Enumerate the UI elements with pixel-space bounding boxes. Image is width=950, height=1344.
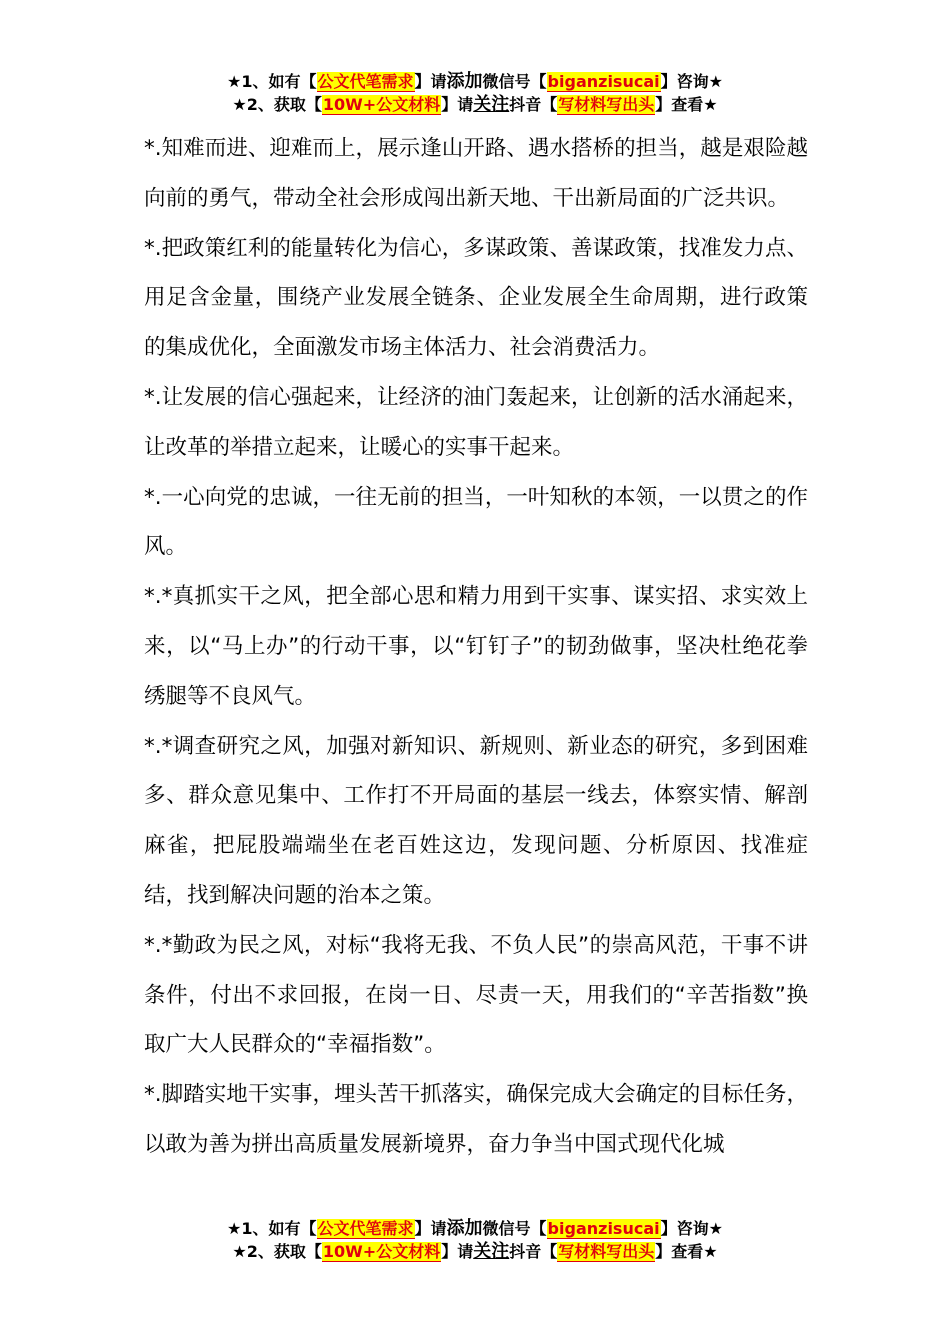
paragraph: *.脚踏实地干实事，埋头苦干抓落实，确保完成大会确定的目标任务，以敢为善为拼出高质量发展新境界，奋力争当中国式现代化城 — [144, 1082, 808, 1157]
paragraph: *.把政策红利的能量转化为信心，多谋政策、善谋政策，找准发力点、用足含金量，围绕产业发展全链条、企业发展全生命周期，进行政策的集成优化，全面激发市场主体活力、社会消费活力。 — [144, 235, 808, 361]
banner-line-2 — [0, 1240, 950, 1263]
footer-banner — [0, 1217, 950, 1263]
banner-text: 抖音【 — [509, 95, 558, 114]
highlight-douyin-account: 写材料写出头 — [558, 1242, 655, 1261]
star-icon: ★ — [708, 1219, 723, 1238]
banner-text: 】咨询 — [660, 72, 709, 91]
star-icon: ★ — [232, 1242, 247, 1261]
banner-line-1 — [0, 70, 950, 93]
highlight-materials: 10W+公文材料 — [322, 95, 441, 114]
banner-text: 】请 — [414, 72, 447, 91]
star-icon: ★ — [703, 1242, 718, 1261]
banner-text: 1、如有【 — [241, 1219, 317, 1238]
banner-text: 2、获取【 — [246, 95, 322, 114]
banner-text: 2、获取【 — [246, 1242, 322, 1261]
banner-emphasis: 关注 — [473, 1241, 510, 1262]
star-icon: ★ — [708, 72, 723, 91]
document-body — [144, 124, 808, 1170]
banner-emphasis: 关注 — [473, 94, 510, 115]
highlight-douyin-account: 写材料写出头 — [558, 95, 655, 114]
highlight-wechat-id: biganzisucai — [547, 1219, 660, 1238]
highlight-materials: 10W+公文材料 — [322, 1242, 441, 1261]
banner-emphasis: 添加 — [446, 71, 483, 92]
banner-text: 】请 — [414, 1219, 447, 1238]
banner-text: 】查看 — [655, 95, 704, 114]
banner-text: 】请 — [441, 95, 474, 114]
paragraph: *.*真抓实干之风，把全部心思和精力用到干实事、谋实招、求实效上来，以“马上办”的行动干事，以“钉钉子”的韧劲做事，坚决杜绝花拳绣腿等不良风气。 — [144, 584, 808, 709]
paragraph: *.让发展的信心强起来，让经济的油门轰起来，让创新的活水涌起来，让改革的举措立起来，让暖心的实事干起来。 — [144, 384, 808, 460]
banner-text: 】请 — [441, 1242, 474, 1261]
banner-text: 微信号【 — [482, 1219, 547, 1238]
banner-text: 1、如有【 — [241, 72, 317, 91]
paragraph: *.*勤政为民之风，对标“我将无我、不负人民”的崇高风范，干事不讲条件，付出不求回报，在岗一日、尽责一天，用我们的“辛苦指数”换取广大人民群众的“幸福指数”。 — [144, 932, 808, 1058]
banner-text: 】查看 — [655, 1242, 704, 1261]
star-icon: ★ — [227, 72, 242, 91]
header-banner — [0, 70, 950, 116]
banner-line-1 — [0, 1217, 950, 1240]
banner-emphasis: 添加 — [446, 1218, 483, 1239]
star-icon: ★ — [703, 95, 718, 114]
banner-text: 抖音【 — [509, 1242, 558, 1261]
banner-text: 微信号【 — [482, 72, 547, 91]
paragraph: *.知难而进、迎难而上，展示逢山开路、遇水搭桥的担当，越是艰险越向前的勇气，带动全社会形成闯出新天地、干出新局面的广泛共识。 — [144, 136, 808, 211]
star-icon: ★ — [227, 1219, 242, 1238]
highlight-wechat-id: biganzisucai — [547, 72, 660, 91]
banner-line-2 — [0, 93, 950, 116]
paragraph: *.一心向党的忠诚，一往无前的担当，一叶知秋的本领，一以贯之的作风。 — [144, 484, 808, 560]
highlight-service: 公文代笔需求 — [317, 72, 414, 91]
banner-text: 】咨询 — [660, 1219, 709, 1238]
star-icon: ★ — [232, 95, 247, 114]
paragraph: *.*调查研究之风，加强对新知识、新规则、新业态的研究，多到困难多、群众意见集中、工作打不开局面的基层一线去，体察实情、解剖麻雀，把屁股端端坐在老百姓这边，发现问题、分析原因、找准症结，找到解决问题的治本之策。 — [144, 733, 808, 908]
highlight-service: 公文代笔需求 — [317, 1219, 414, 1238]
